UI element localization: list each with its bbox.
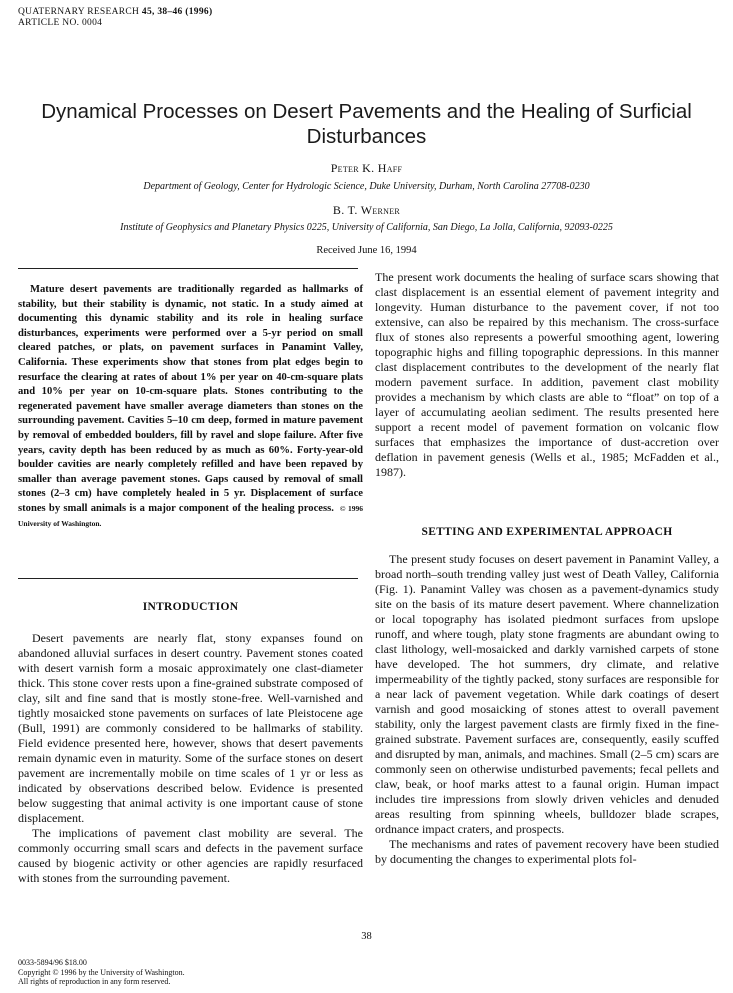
- abstract-copyright: © 1996 University of Washington.: [18, 503, 363, 528]
- paragraph: Desert pavements are nearly flat, stony expanses found on abandoned alluvial surfaces in desert country. Pavement stones coated with desert varnish form a mosaic approximately one clast-diameter thick. This stone cover rests upon a fine-grained substrate composed of clay, silt and fine sand that is mostly stone-free. Well-varnished and tightly mosaicked stone pavements on surfaces of late Pleistocene age (Bull, 1991) are commonly considered to be hallmarks of stability. Field evidence presented here, however, shows that desert pavements remain dynamic even in maturity. Some of the surface stones on desert pavement are incrementally mobile on time scales of 1 yr or less as indicated by observations described below. Evidence is presented below suggesting that animal activity is one important cause of stone displacement.: [18, 631, 363, 825]
- abstract-text: Mature desert pavements are traditionally regarded as hallmarks of stability, but their stability is dynamic, not static. In a study aimed at documenting this dynamic stability and its role in healing surface disturbances, experiments were performed over a 5-yr period on small cleared patches, or plats, on pavement surfaces in Panamint Valley, California. These experiments show that stones from plat edges begin to resurface the clearing at rates of about 1% per year on 40-cm-square plats and 10% per year on 10-cm-square plats. Stones contributing to the regenerated pavement have smaller average diameters than stones on the surrounding pavement. Cavities 5–10 cm deep, formed in mature pavement by removal of embedded boulders, fill by ravel and slope failure. After five years, cavity depth has been reduced by as much as 60%. Forty-year-old boulder cavities are nearly completely refilled and have been repaved by smaller than average pavement stones. Gaps caused by removal of small stones (2–3 cm) have completely healed in 5 yr. Displacement of surface stones by small animals is a major component of the healing process.: [18, 284, 363, 514]
- author-name: Peter K. Haff: [330, 161, 403, 175]
- journal-header: [18, 7, 212, 29]
- paragraph: The implications of pavement clast mobility are several. The commonly occurring small scars and defects in the pavement surface caused by biogenic activity or other agencies are rapidly resurfaced with stones from the surrounding pavement.: [18, 826, 363, 885]
- introduction-body: [18, 631, 363, 886]
- paper-title: Dynamical Processes on Desert Pavements and the Healing of Surficial Disturbances: [41, 100, 692, 148]
- footer-line: Copyright © 1996 by the University of Washington.: [18, 967, 185, 977]
- received-date: Received June 16, 1994: [316, 245, 417, 256]
- footer-line: All rights of reproduction in any form reserved.: [18, 977, 171, 986]
- article-number: 0004: [82, 18, 103, 28]
- volume-pages: 45, 38–46 (1996): [141, 7, 213, 17]
- page-number: 38: [361, 931, 372, 942]
- paragraph: The present work documents the healing of surface scars showing that clast displacement is an essential element of pavement integrity and longevity. Human disturbance to the pavement cover, if not too extensive, can also be repaired by this mechanism. The cross-surface flux of stones also represents a powerful smoothing agent, lowering topographic highs and filling topographic depressions. In this manner clast displacement contributes to the development of the nearly flat modern pavement surface. In addition, pavement clast mobility provides a mechanism by which clasts are able to “float” on top of a layer of accumulating aeolian sediment. The results presented here support a recent model of pavement formation on volcanic flow surfaces that emphasizes the importance of dust-accretion over deflation in pavement genesis (Wells et al., 1985; McFadden et al., 1987).: [375, 270, 719, 479]
- section-heading-introduction: INTRODUCTION: [142, 601, 239, 613]
- paragraph: The present study focuses on desert pavement in Panamint Valley, a broad north–south trending valley just west of Death Valley, California (Fig. 1). Panamint Valley was chosen as a pavement-dynamics study site on the basis of its mature desert pavement. Where channelization or local topography has isolated piedmont surfaces from upslope runoff, and where tough, platy stone fragments are abundant owing to clast lithology, well-mosaicked and darkly varnished carpets of stone have developed. The hot summers, dry climate, and relative impermeability of the tightly packed, stony surfaces are responsible for a near lack of pavement vegetation. While dark coatings of desert varnish and good mosaicking of stones attest to overall pavement stability, only the largest pavement clasts are firmly fixed in the fine-grained substrate. Pavement surfaces are, consequently, easily scuffed and disrupted by man, animals, and machines. Small (2–5 cm) scars are commonly seen on otherwise undisturbed pavements; fecal pellets and claw, beak, or hoof marks attest to a faunal origin. Human impact includes tire impressions from slowly driven vehicles and denuded areas resulting from spinning wheels, bulldozer blade scrapes, ordnance impact craters, and prospects.: [375, 552, 719, 836]
- author-affiliation: Institute of Geophysics and Planetary Physics 0225, University of California, San Diego, La Jolla, California, 92093-0225: [120, 222, 613, 233]
- right-column-body: [375, 270, 719, 480]
- abstract: [18, 283, 363, 531]
- footer-line: 0033-5894/96 $18.00: [18, 958, 87, 967]
- article-label: ARTICLE NO.: [18, 18, 80, 28]
- paragraph: The mechanisms and rates of pavement recovery have been studied by documenting the changes to experimental plots fol-: [375, 837, 719, 866]
- setting-body: [375, 552, 719, 867]
- journal-name: QUATERNARY RESEARCH: [18, 7, 140, 17]
- section-heading-setting: SETTING AND EXPERIMENTAL APPROACH: [421, 526, 673, 538]
- abstract-top-rule: [18, 268, 358, 269]
- abstract-bottom-rule: [18, 578, 358, 579]
- author-affiliation: Department of Geology, Center for Hydrologic Science, Duke University, Durham, North Carolina 27708-0230: [143, 181, 590, 192]
- author-name: B. T. Werner: [332, 203, 401, 217]
- copyright-footer: [18, 958, 185, 987]
